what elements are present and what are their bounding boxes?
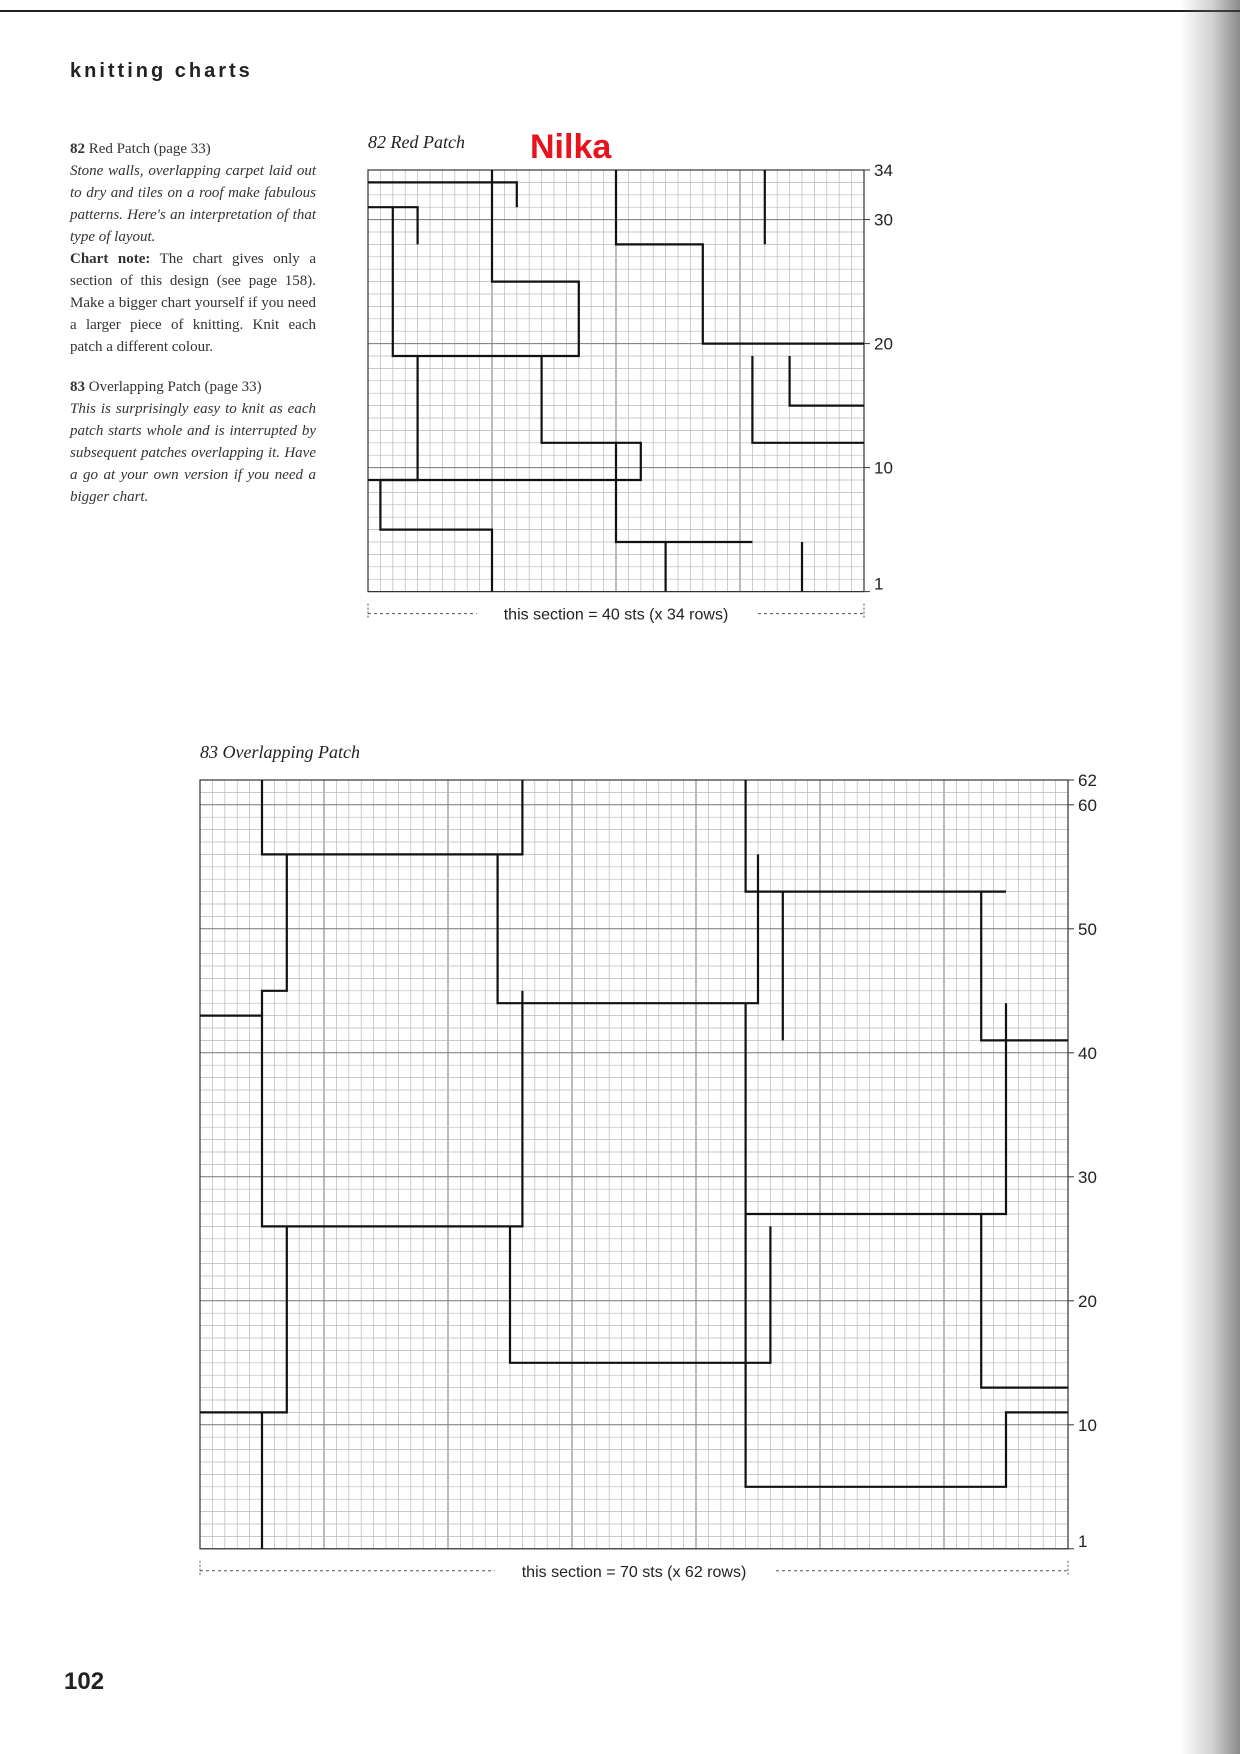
row-number-label: 1: [1078, 1531, 1088, 1551]
row-number-label: 34: [874, 161, 893, 180]
watermark-text: Nilka: [530, 128, 612, 166]
patch-outline: [746, 780, 1006, 892]
patch-outline: [746, 1003, 1006, 1214]
patch-outline: [510, 1226, 770, 1362]
row-number-label: 50: [1078, 919, 1097, 939]
row-number-label: 62: [1078, 771, 1097, 790]
row-number-label: 20: [1078, 1291, 1097, 1311]
pattern-description: This is surprisingly easy to knit as each patch starts whole and is interrupted by subsequent patches overlapping it. Have a go at your own version if you need a bigger chart.: [70, 401, 316, 505]
patch-outline: [393, 170, 579, 356]
chart-note-label: Chart note:: [70, 251, 151, 267]
page-gutter-shadow: [1180, 0, 1240, 1754]
row-number-label: 30: [1078, 1167, 1097, 1187]
pattern-notes: [70, 138, 316, 526]
chart-82-red-patch: [340, 150, 900, 630]
row-number-label: 10: [1078, 1415, 1097, 1435]
pattern-number: 82: [70, 141, 85, 157]
row-number-label: 1: [874, 574, 884, 594]
row-number-label: 40: [1078, 1043, 1097, 1063]
grid-lines: [200, 780, 1068, 1549]
row-number-label: 30: [874, 210, 893, 230]
top-rule: [0, 10, 1240, 12]
row-number-label: 10: [874, 458, 893, 478]
row-number-label: 20: [874, 334, 893, 354]
pattern-note-82: [70, 138, 316, 358]
patch-outline: [380, 356, 640, 592]
chart-83-overlapping-patch: [190, 770, 1110, 1590]
page-number: 102: [64, 1668, 105, 1695]
chart-note-text: The chart gives only a section of this design (see page 158). Make a bigger chart yourself if you need a larger piece of knitting. Knit each patch a different colour.: [70, 251, 316, 355]
patch-outline: [752, 356, 864, 443]
patch-outline: [200, 1226, 287, 1412]
span-label: this section = 70 sts (x 62 rows): [521, 1563, 747, 1581]
pattern-title: Red Patch (page 33): [88, 141, 211, 157]
section-header: knitting charts: [70, 60, 253, 82]
span-label: this section = 40 sts (x 34 rows): [503, 606, 729, 624]
pattern-description: Stone walls, overlapping carpet laid out to dry and tiles on a roof make fabulous patterns. Here's an interpretation of that type of layout.: [70, 163, 316, 245]
pattern-title: Overlapping Patch (page 33): [88, 379, 262, 395]
pattern-note-83: [70, 376, 316, 508]
chart-82-title: 82 Red Patch: [368, 132, 465, 152]
row-number-label: 60: [1078, 795, 1097, 815]
chart-83-title: 83 Overlapping Patch: [200, 742, 360, 762]
pattern-number: 83: [70, 379, 85, 395]
